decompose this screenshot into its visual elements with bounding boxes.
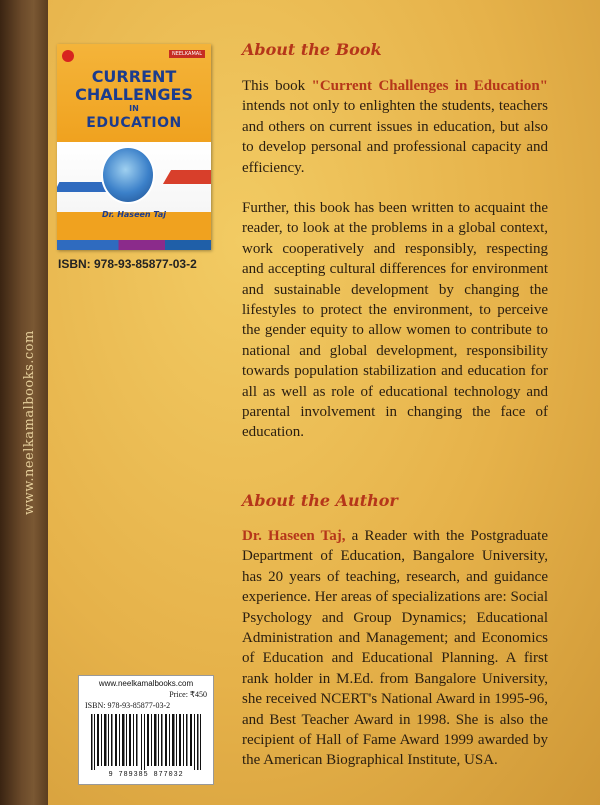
about-book-paragraph-1: This book "Current Challenges in Education" intends not only to enlighten the students, teachers and others on current issues in education, but also to develop personal and professional capacity and efficiency. <box>242 78 548 176</box>
cover-title-line1: CURRENT <box>91 67 177 86</box>
publisher-logo-icon <box>62 50 74 62</box>
cover-photo-image <box>101 146 155 204</box>
author-name: Dr. Haseen Taj, <box>242 528 346 544</box>
cover-author: Dr. Haseen Taj <box>101 210 167 219</box>
barcode-digits: 9 789385 877032 <box>108 771 184 779</box>
about-book-paragraph-2: Further, this book has been written to acquaint the reader, to look at the problems in a global context, work cooperatively and responsibly, respecting and accepting cultural differences for environment and sustainable development by changing the lifestyles to protect the environment, to perceive the gender equity to allow women to contribute to national and global development, responsibility towards population stabilization and education for all as well as role of educational technology and parental involvement in changing the face of education. <box>242 200 548 441</box>
about-author-heading: About the Author <box>242 491 398 510</box>
cover-title-line4: EDUCATION <box>86 115 182 131</box>
cover-publisher: NEELKAMAL <box>169 50 205 58</box>
about-book-heading: About the Book <box>242 40 382 59</box>
cover-title <box>57 68 211 132</box>
about-author-paragraph: Dr. Haseen Taj, a Reader with the Postgraduate Department of Education, Bangalore University, has 20 years of teaching, research, and guidance experience. Her areas of specializations are: Social Psychology and Group Dynamics; Educational Administration and Management; and Economics of Education and Educational Planning. A first rank holder in M.Ed. from Bangalore University, she received NCERT's National Award in 1995-96, and Best Teacher Award in 1998. She is also the recipient of Hall of Fame Award 1999 awarded by the American Biographical Institute, USA. <box>242 528 548 769</box>
cover-title-line2: CHALLENGES <box>75 85 193 104</box>
price-box-url: www.neelkamalbooks.com <box>98 679 194 688</box>
price-label: Price: ₹450 <box>169 690 207 699</box>
barcode-image <box>89 714 203 770</box>
price-barcode-box <box>78 675 214 785</box>
spine-url-text: www.neelkamalbooks.com <box>22 330 37 515</box>
isbn-label: ISBN: 978-93-85877-03-2 <box>58 257 197 271</box>
cover-thumbnail <box>57 44 211 250</box>
cover-title-line3: IN <box>129 104 139 113</box>
price-box-isbn: ISBN: 978-93-85877-03-2 <box>85 701 171 710</box>
book-title-highlight: "Current Challenges in Education" <box>311 78 548 94</box>
